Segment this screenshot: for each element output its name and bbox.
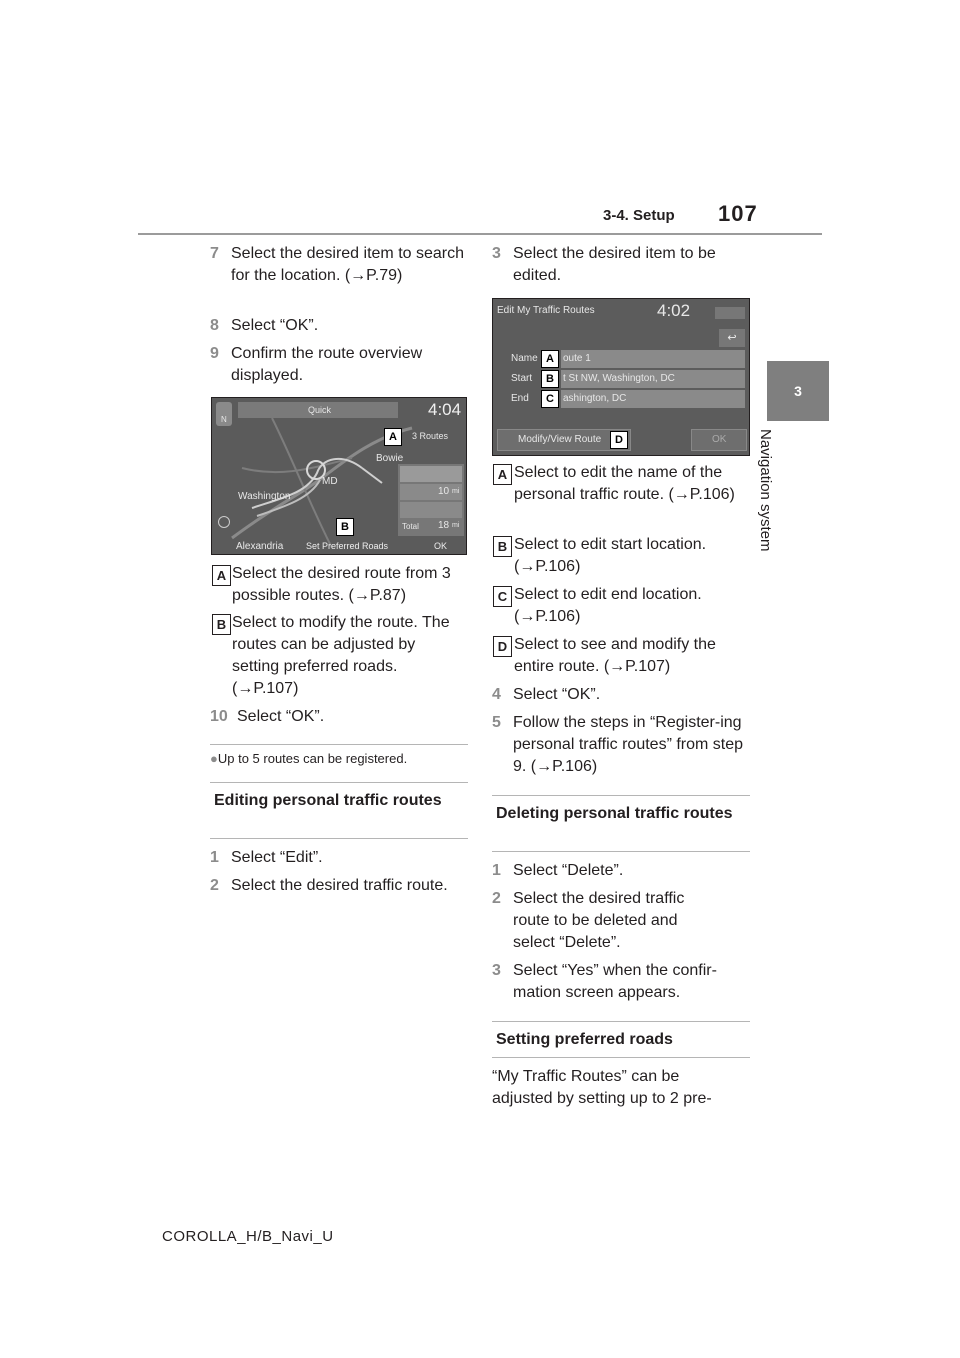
header-rule <box>138 233 822 235</box>
step-text: Select the desired traffic route to be deleted and select “Delete”. <box>513 890 685 951</box>
route-option-1[interactable] <box>400 466 462 482</box>
back-icon: ↩ <box>727 332 737 344</box>
label-b-description <box>232 612 472 700</box>
route-distance-unit: mi <box>452 488 460 495</box>
subheading-rule-bottom <box>210 838 468 839</box>
label-a-text: Select the desired route from 3 possible routes. (→P.87) <box>232 565 451 604</box>
step-text: Confirm the route overview displayed. <box>231 345 423 384</box>
delete-step-1 <box>492 860 754 882</box>
total-value: 18 <box>438 520 450 531</box>
edit-routes-screenshot <box>492 298 750 456</box>
step-text: Select “Yes” when the confir-mation screen appears. <box>513 962 717 1001</box>
delete-rule-bottom <box>492 851 750 852</box>
step-number: 3 <box>492 245 501 262</box>
subheading-editing: Editing personal traffic routes <box>214 792 442 809</box>
edit-step-2 <box>210 875 472 919</box>
step-number: 9 <box>210 345 219 362</box>
right-step-5 <box>492 712 754 778</box>
modify-button-label: Modify/View Route <box>518 434 602 445</box>
step-number: 7 <box>210 245 219 262</box>
subheading-rule-top <box>210 782 468 783</box>
step-number: 5 <box>492 714 501 731</box>
map-place-alexandria: Alexandria <box>236 541 284 552</box>
preferred-rule-top <box>492 1021 750 1022</box>
step-number: 8 <box>210 317 219 334</box>
zoom-in-icon[interactable] <box>218 516 230 528</box>
preferred-paragraph <box>492 1066 722 1110</box>
start-row[interactable] <box>497 370 745 388</box>
label-a-description <box>232 563 472 607</box>
edit-step-1 <box>210 847 472 869</box>
step-text: Follow the steps in “Register-ing personal traffic routes” from step 9. (→P.106) <box>513 714 744 775</box>
route-distance: 10 <box>438 486 450 497</box>
callout-d: D <box>610 431 628 449</box>
callout-b: B <box>541 370 559 388</box>
row-label: Name <box>511 353 538 364</box>
paragraph-text: “My Traffic Routes” can be adjusted by setting up to 2 pre- <box>492 1068 712 1107</box>
step-text: Select “OK”. <box>237 708 325 725</box>
route-option-panel <box>398 464 464 536</box>
row-value: ashington, DC <box>563 393 627 404</box>
label-d-description <box>514 634 750 678</box>
callout-a: A <box>384 428 402 446</box>
note-rule <box>210 744 468 745</box>
label-b: B <box>493 536 512 557</box>
row-value: oute 1 <box>563 353 591 364</box>
delete-step-3 <box>492 960 754 1004</box>
delete-rule-top <box>492 795 750 796</box>
step-text: Select “OK”. <box>231 317 319 334</box>
edit-screen-title: Edit My Traffic Routes <box>497 305 595 316</box>
label-d: D <box>493 636 512 657</box>
step-text: Select “OK”. <box>513 686 601 703</box>
map-place-bowie: Bowie <box>376 453 404 464</box>
step-number: 10 <box>210 708 228 725</box>
preferred-rule-bottom <box>492 1057 750 1058</box>
map-place-md: MD <box>322 476 338 487</box>
right-step-3 <box>492 243 754 287</box>
row-field <box>561 350 745 368</box>
label-c-text: Select to edit end location. (→P.106) <box>514 586 702 625</box>
doc-code: COROLLA_H/B_Navi_U <box>162 1228 334 1245</box>
note-text: Up to 5 routes can be registered. <box>217 751 408 766</box>
row-value: t St NW, Washington, DC <box>563 373 675 384</box>
subheading-preferred: Setting preferred roads <box>496 1031 673 1048</box>
step-text: Select “Edit”. <box>231 849 323 866</box>
label-d-text: Select to see and modify the entire route. (→P.107) <box>514 636 716 675</box>
label-c-description <box>514 584 750 628</box>
step-text: Select the desired traffic route. <box>231 877 448 894</box>
step-text: Select the desired item to search for the location. (→P.79) <box>231 245 465 284</box>
right-step-4 <box>492 684 754 706</box>
label-a: A <box>493 464 512 485</box>
map-ok-button[interactable]: OK <box>434 541 448 551</box>
label-b-text: Select to edit start location. (→P.106) <box>514 536 707 575</box>
section-title: 3-4. Setup <box>603 207 675 224</box>
callout-c: C <box>541 390 559 408</box>
status-icons <box>715 307 745 319</box>
edit-screen-clock: 4:02 <box>657 301 691 320</box>
label-c: C <box>493 586 512 607</box>
ok-label: OK <box>712 434 727 445</box>
chapter-tab: 3 <box>767 361 829 421</box>
step-number: 4 <box>492 686 501 703</box>
row-field <box>561 370 745 388</box>
step-7 <box>210 243 472 309</box>
page-number: 107 <box>718 201 758 226</box>
label-a-description <box>514 462 750 528</box>
step-9 <box>210 343 472 387</box>
step-10 <box>210 706 472 728</box>
label-b-description <box>514 534 750 578</box>
chapter-title-text: Navigation system <box>757 429 774 552</box>
row-field <box>561 390 745 408</box>
set-preferred-roads-button[interactable]: Set Preferred Roads <box>306 541 389 551</box>
label-b: B <box>212 614 231 635</box>
label-b-text: Select to modify the route. The routes can be adjusted by setting preferred roads. (→P.107) <box>232 614 450 697</box>
step-number: 2 <box>210 877 219 894</box>
step-number: 2 <box>492 890 501 907</box>
step-number: 1 <box>210 849 219 866</box>
step-number: 1 <box>492 862 501 879</box>
callout-b: B <box>336 518 354 536</box>
step-text: Select “Delete”. <box>513 862 624 879</box>
back-button[interactable] <box>719 329 745 347</box>
subheading-deleting: Deleting personal traffic routes <box>496 805 733 822</box>
label-a: A <box>212 565 231 586</box>
map-place-washington: Washington <box>238 491 291 502</box>
row-label: End <box>511 393 529 404</box>
label-a-text: Select to edit the name of the personal traffic route. (→P.106) <box>514 464 735 503</box>
delete-step-2 <box>492 888 754 954</box>
bullet-icon: ● <box>210 751 218 766</box>
total-unit: mi <box>452 522 460 529</box>
step-text: Select the desired item to be edited. <box>513 245 716 284</box>
total-label: Total <box>402 522 419 531</box>
callout-a: A <box>541 350 559 368</box>
step-8 <box>210 315 472 337</box>
row-label: Start <box>511 373 533 384</box>
name-row[interactable] <box>497 350 745 368</box>
chapter-title <box>757 429 847 589</box>
note <box>210 750 472 770</box>
route-overview-screenshot <box>211 397 467 555</box>
route-option-3[interactable] <box>400 502 462 518</box>
step-number: 3 <box>492 962 501 979</box>
edit-ok-button[interactable] <box>691 429 747 451</box>
compass-label: N <box>221 415 227 424</box>
map-clock: 4:04 <box>428 400 462 419</box>
map-title: Quick <box>308 405 332 415</box>
end-row[interactable] <box>497 390 745 408</box>
routes-count: 3 Routes <box>412 431 449 441</box>
